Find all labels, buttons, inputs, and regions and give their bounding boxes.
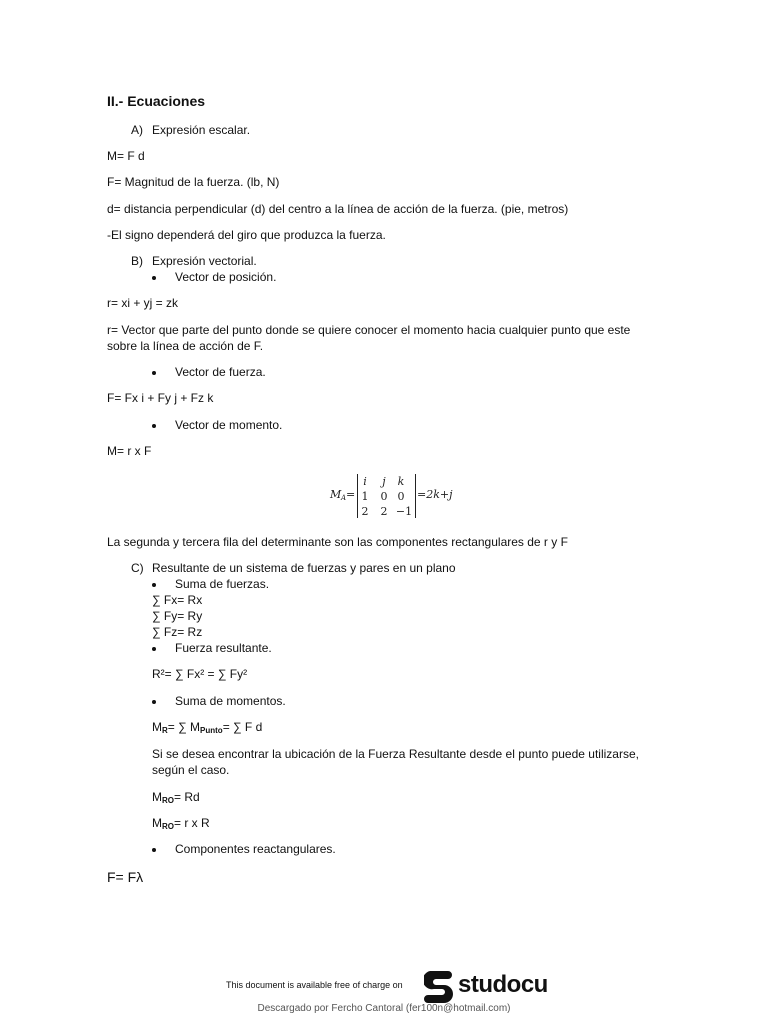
bullet-rectangular-components: Componentes reactangulares. xyxy=(175,842,336,856)
mro1-main: M xyxy=(152,790,162,804)
matrix-r2c3: 0 xyxy=(397,490,405,503)
mro-rd-equation xyxy=(152,790,200,805)
mr-main: M xyxy=(152,720,162,734)
mro-cross-equation xyxy=(152,816,210,831)
position-definition-line2: sobre la línea de acción de F. xyxy=(107,339,264,353)
footer-available-text: This document is available free of charge on xyxy=(226,980,403,990)
matrix-r3c1: 2 xyxy=(361,505,369,518)
bullet-icon xyxy=(152,424,156,428)
mro2-end: = r x R xyxy=(174,816,210,830)
section-a-marker: A) xyxy=(131,123,143,137)
matrix-r3c2: 2 xyxy=(380,505,388,518)
mr-sub-punto: Punto xyxy=(200,726,223,735)
section-b-label: Expresión vectorial. xyxy=(152,254,257,268)
moment-sum-equation xyxy=(152,720,262,735)
matrix-rhs: =2k+j xyxy=(417,488,453,501)
distance-definition: d= distancia perpendicular (d) del centro a la línea de acción de la fuerza. (pie, metros) xyxy=(107,202,569,216)
bullet-icon xyxy=(152,848,156,852)
matrix-lhs: M xyxy=(330,488,342,501)
bullet-force-vector: Vector de fuerza. xyxy=(175,365,266,379)
section-b-marker: B) xyxy=(131,254,143,268)
matrix-r2c1: 1 xyxy=(361,490,369,503)
mr-end: = ∑ F d xyxy=(222,720,263,734)
moment-equation: M= F d xyxy=(107,149,145,163)
mro1-sub: RO xyxy=(162,796,174,805)
studocu-brand[interactable]: studocu xyxy=(458,971,548,998)
determinant-note: La segunda y tercera fila del determinante son las componentes rectangulares de r y F xyxy=(107,535,568,549)
mro1-end: = Rd xyxy=(174,790,200,804)
mro2-main: M xyxy=(152,816,162,830)
determinant-right-bar xyxy=(415,474,416,518)
section-heading: II.- Ecuaciones xyxy=(107,93,206,109)
resultant-equation: R²= ∑ Fx² = ∑ Fy² xyxy=(152,667,248,681)
bullet-icon xyxy=(152,583,156,587)
sum-fz: ∑ Fz= Rz xyxy=(152,625,203,639)
force-vector-equation: F= Fx i + Fy j + Fz k xyxy=(107,391,214,405)
location-description-line1: Si se desea encontrar la ubicación de la Fuerza Resultante desde el punto puede utilizarse, xyxy=(152,747,639,761)
section-a-label: Expresión escalar. xyxy=(152,123,251,137)
bullet-resultant-force: Fuerza resultante. xyxy=(175,641,272,655)
bullet-icon xyxy=(152,276,156,280)
matrix-r3c3: −1 xyxy=(395,505,413,518)
matrix-r1c3: k xyxy=(397,475,405,488)
section-c-label: Resultante de un sistema de fuerzas y pares en un plano xyxy=(152,561,456,575)
bullet-moment-vector: Vector de momento. xyxy=(175,418,283,432)
matrix-lhs-eq: = xyxy=(346,488,356,501)
sum-fy: ∑ Fy= Ry xyxy=(152,609,203,623)
mro2-sub: RO xyxy=(162,822,174,831)
position-equation: r= xi + yj = zk xyxy=(107,296,179,310)
matrix-r1c2: j xyxy=(382,475,386,488)
location-description-line2: según el caso. xyxy=(152,763,230,777)
force-definition: F= Magnitud de la fuerza. (lb, N) xyxy=(107,175,280,189)
section-c-marker: C) xyxy=(131,561,144,575)
sum-fx: ∑ Fx= Rx xyxy=(152,593,203,607)
matrix-r1c1: i xyxy=(363,475,367,488)
bullet-icon xyxy=(152,700,156,704)
mr-mid: = ∑ M xyxy=(167,720,201,734)
cross-product-equation: M= r x F xyxy=(107,444,152,458)
bullet-position-vector: Vector de posición. xyxy=(175,270,277,284)
matrix-r2c2: 0 xyxy=(380,490,388,503)
matrix-lhs-sub: A xyxy=(341,494,347,502)
bullet-sum-forces: Suma de fuerzas. xyxy=(175,577,270,591)
mr-sub: R xyxy=(162,726,168,735)
studocu-logo-icon[interactable] xyxy=(424,969,454,1006)
position-definition-line1: r= Vector que parte del punto donde se quiere conocer el momento hacia cualquier punto que este xyxy=(107,323,631,337)
determinant-equation xyxy=(330,472,470,520)
bullet-sum-moments: Suma de momentos. xyxy=(175,694,286,708)
sign-note: -El signo dependerá del giro que produzca la fuerza. xyxy=(107,228,386,242)
download-credit: Descargado por Fercho Cantoral (fer100n@hotmail.com) xyxy=(257,1003,511,1014)
bullet-icon xyxy=(152,371,156,375)
bullet-icon xyxy=(152,647,156,651)
f-lambda-equation: F= Fλ xyxy=(107,869,144,885)
